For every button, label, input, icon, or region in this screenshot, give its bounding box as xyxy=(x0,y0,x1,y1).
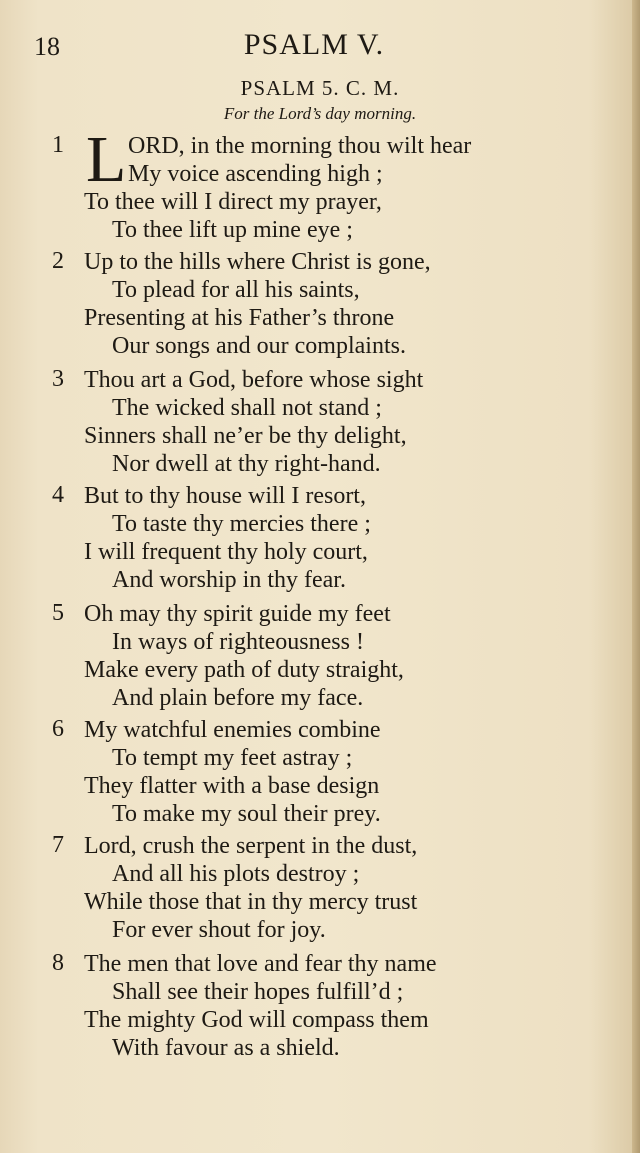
verse-line: The men that love and fear thy name xyxy=(84,951,437,977)
verse-line: They flatter with a base design xyxy=(84,773,380,799)
verse-line: Our songs and our complaints. xyxy=(112,333,406,359)
psalm-heading: PSALM 5. C. M. xyxy=(240,76,400,100)
verse-line: My voice ascending high ; xyxy=(128,161,383,187)
drop-cap: L xyxy=(86,123,127,196)
verse-line: The wicked shall not stand ; xyxy=(112,395,382,421)
verse-line: Oh may thy spirit guide my feet xyxy=(84,601,391,627)
verse-number: 1 xyxy=(52,132,64,158)
verse-line: And worship in thy fear. xyxy=(112,567,346,593)
verse-line: For ever shout for joy. xyxy=(112,917,326,943)
verse-number: 5 xyxy=(52,600,64,626)
verse-number: 2 xyxy=(52,248,64,274)
verse-number: 3 xyxy=(52,366,64,392)
verse-line: ORD, in the morning thou wilt hear xyxy=(128,133,472,159)
verse-line: To plead for all his saints, xyxy=(112,277,360,303)
verse-line: Lord, crush the serpent in the dust, xyxy=(84,833,418,859)
verse-line: To tempt my feet astray ; xyxy=(112,745,353,771)
verse-line: The mighty God will compass them xyxy=(84,1007,429,1033)
verse-line: Sinners shall ne’er be thy delight, xyxy=(84,423,407,449)
verse-line: Shall see their hopes fulfill’d ; xyxy=(112,979,404,1005)
verse-line: Presenting at his Father’s throne xyxy=(84,305,395,331)
verse-number: 8 xyxy=(52,950,64,976)
verse-line: But to thy house will I resort, xyxy=(84,483,366,509)
verse-line: To thee will I direct my prayer, xyxy=(84,189,382,215)
verse-number: 7 xyxy=(52,832,64,858)
verse-line: While those that in thy mercy trust xyxy=(84,889,418,915)
verse-line: And all his plots destroy ; xyxy=(112,861,360,887)
page-header xyxy=(34,28,594,68)
verse-line: Up to the hills where Christ is gone, xyxy=(84,249,431,275)
page-number: 18 xyxy=(34,32,60,61)
verse-line: Nor dwell at thy right-hand. xyxy=(112,451,381,477)
running-title: PSALM V. xyxy=(243,28,385,61)
page-edge xyxy=(632,0,640,1153)
verse-line: To make my soul their prey. xyxy=(112,801,381,827)
verse-line: I will frequent thy holy court, xyxy=(84,539,368,565)
verse-line: With favour as a shield. xyxy=(112,1035,340,1061)
psalm-subtitle: For the Lord’s day morning. xyxy=(223,104,417,123)
verse-line: To thee lift up mine eye ; xyxy=(112,217,353,243)
verse-number: 4 xyxy=(52,482,64,508)
verse-line: Thou art a God, before whose sight xyxy=(84,367,424,393)
verse-line: And plain before my face. xyxy=(112,685,364,711)
verse-line: To taste thy mercies there ; xyxy=(112,511,371,537)
verse-number: 6 xyxy=(52,716,64,742)
verse-line: Make every path of duty straight, xyxy=(84,657,404,683)
verse-line: In ways of righteousness ! xyxy=(112,629,364,655)
verse-line: My watchful enemies combine xyxy=(84,717,381,743)
